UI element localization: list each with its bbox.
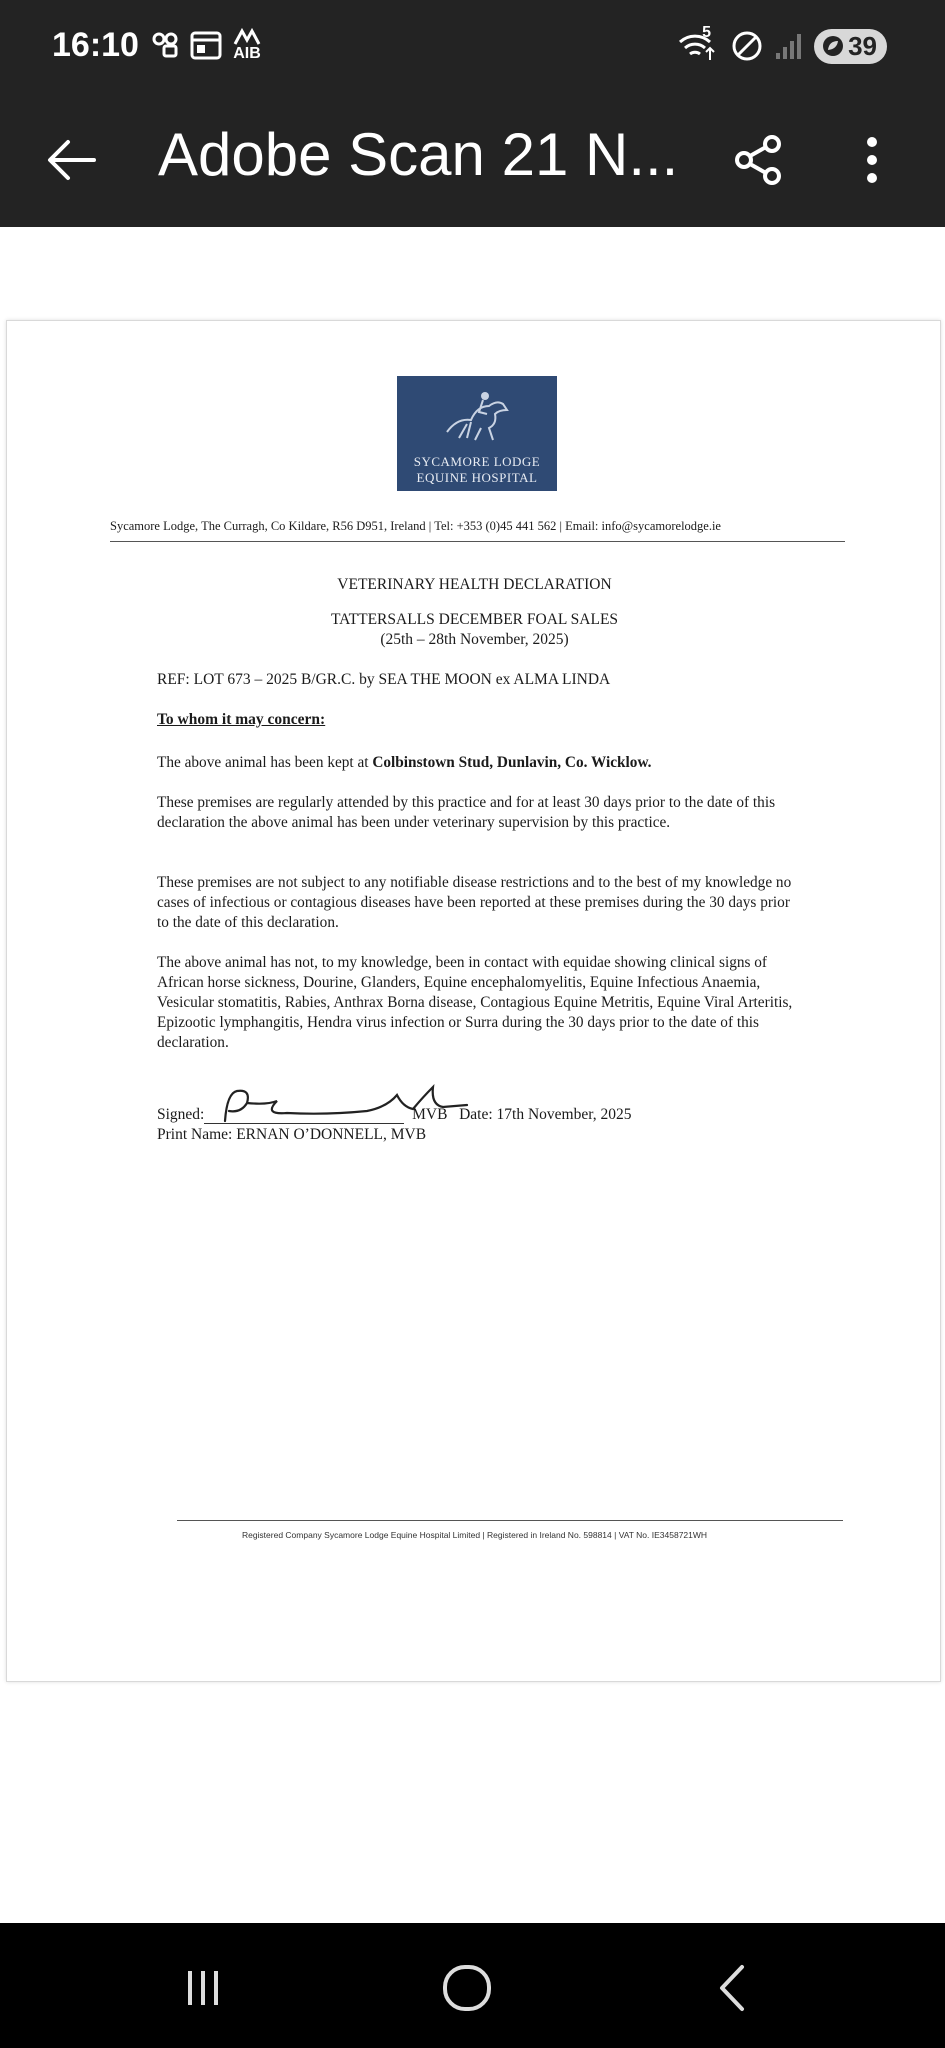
signal-icon [774,31,804,61]
app-bar [0,110,945,210]
more-options-icon[interactable] [852,130,892,190]
print-name: Print Name: ERNAN O’DONNELL, MVB [157,1126,427,1143]
document-viewer[interactable] [0,227,945,1923]
status-bar [0,0,945,96]
calendar-icon [190,30,222,60]
wifi-band-label: 5 [702,24,711,41]
leaf-icon [822,35,844,57]
document-page [6,320,941,1682]
paragraph-diseases: The above animal has not, to my knowledge, been in contact with equidae showing clinical signs of African horse sickness, Dourine, Glanders, Equine encephalomyelitis, Equine Infectious Anaemia, Vesicular stomatitis, Rabies, Anthrax Borna disease, Contagious Equine Metritis, Equine Viral Arteritis, Epizootic lymphangitis, Hendra virus infection or Surra during the 30 days prior to the date of this declaration. [157,954,793,1051]
recent-apps-icon[interactable] [168,1953,238,2023]
premises-location: Colbinstown Stud, Dunlavin, Co. Wicklow. [372,754,652,771]
top-bar [0,0,945,227]
mvb-label: MVB [412,1106,448,1123]
salutation: To whom it may concern: [157,711,326,728]
back-arrow-icon[interactable] [40,128,104,192]
logo-line-2: EQUINE HOSPITAL [416,470,538,485]
document-title: Adobe Scan 21 N... [158,121,679,188]
status-right-icons [676,24,887,64]
signature-scribble [217,1073,517,1133]
hospital-logo [397,376,557,491]
navigation-bar [0,1923,945,2048]
signature-line [204,1106,404,1124]
letterhead-contact: Sycamore Lodge, The Curragh, Co Kildare, R56 D951, Ireland | Tel: +353 (0)45 441 562 | Email: info@sycamorelodge.ie [110,519,721,533]
link-icon [150,30,180,60]
home-icon[interactable] [432,1953,502,2023]
sale-dates: (25th – 28th November, 2025) [380,631,569,648]
status-left-icons [150,28,262,62]
battery-level: 39 [848,30,877,61]
declaration-heading: VETERINARY HEALTH DECLARATION [337,576,612,593]
document-footer: Registered Company Sycamore Lodge Equine Hospital Limited | Registered in Ireland No. 598814 | VAT No. IE3458721WH [241,1530,708,1540]
share-icon[interactable] [728,130,788,190]
declaration-date: Date: 17th November, 2025 [459,1106,632,1123]
letterhead-divider [110,541,845,542]
signature-row [157,1106,632,1124]
paragraph-premises-prefix: The above animal has been kept at [157,754,373,771]
paragraph-restrictions: These premises are not subject to any notifiable disease restrictions and to the best of my knowledge no cases of infectious or contagious diseases have been reported at these premises during the 30 days prior to the date of this declaration. [157,874,792,931]
aib-logo-icon [232,28,262,46]
back-nav-icon[interactable] [698,1953,768,2023]
do-not-disturb-icon [730,29,764,63]
aib-icon [232,28,262,62]
paragraph-supervision: These premises are regularly attended by this practice and for at least 30 days prior to the date of this declaration the above animal has been under veterinary supervision by this practice. [157,794,776,831]
aib-label: AIB [233,45,261,62]
lot-reference: REF: LOT 673 – 2025 B/GR.C. by SEA THE MOON ex ALMA LINDA [157,671,611,688]
signed-label: Signed: [157,1106,205,1123]
footer-divider [177,1520,843,1521]
sale-title: TATTERSALLS DECEMBER FOAL SALES [330,611,619,628]
logo-line-1: SYCAMORE LODGE [413,454,541,469]
wifi-icon [676,24,720,64]
status-time: 16:10 [52,26,139,64]
horse-rider-icon [437,384,517,444]
battery-indicator [814,29,887,64]
paragraph-premises [157,753,797,773]
